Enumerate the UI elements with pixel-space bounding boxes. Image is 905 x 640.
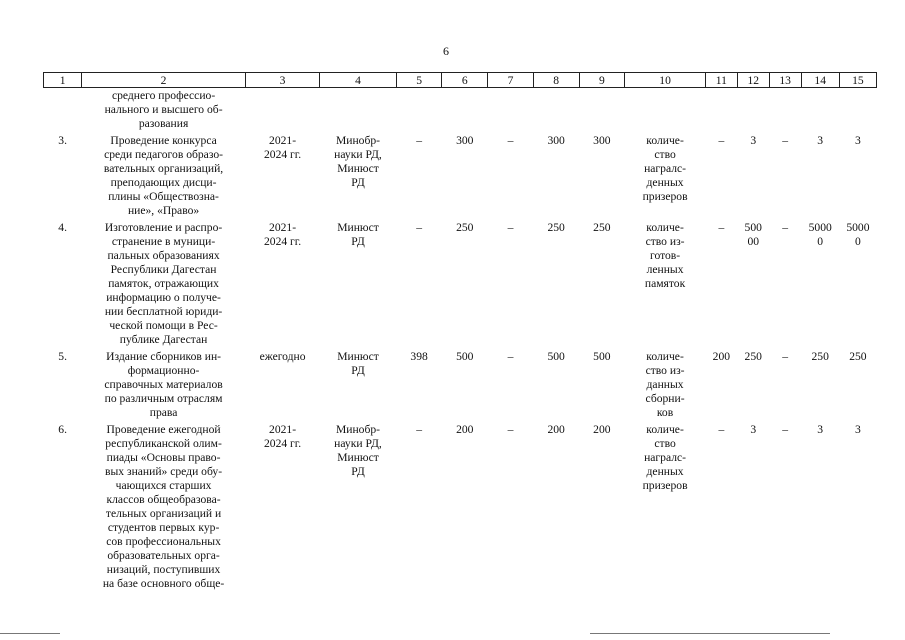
period-cell xyxy=(245,220,319,349)
value-cell xyxy=(839,349,876,422)
executor-cell xyxy=(320,422,397,593)
value-cell: – xyxy=(782,423,789,436)
cell-line: вательных организаций, xyxy=(103,162,224,175)
cell-line: Минюст xyxy=(337,350,379,363)
row-number-cell: 5. xyxy=(58,350,67,363)
value-cell xyxy=(737,133,769,220)
cell-line: 5000 xyxy=(808,221,832,234)
table-row xyxy=(44,88,877,134)
cell-line: 0 xyxy=(855,235,861,248)
cell-line: разования xyxy=(138,117,189,130)
value-cell: – xyxy=(416,134,422,147)
cell-line: ческой помощи в Рес- xyxy=(109,319,218,332)
value-cell xyxy=(396,88,442,134)
cell-line: Проведение конкурса xyxy=(110,134,217,147)
cell-line: Минобр- xyxy=(335,134,381,147)
value-cell: 300 xyxy=(593,134,611,147)
cell-line: плины «Обществозна- xyxy=(108,190,219,203)
value-cell xyxy=(801,349,839,422)
value-cell xyxy=(737,88,769,134)
indicator-cell xyxy=(625,88,706,134)
activity-name-cell xyxy=(82,88,246,134)
column-header: 5 xyxy=(396,73,442,88)
row-number-cell xyxy=(44,88,82,134)
period-cell xyxy=(245,422,319,593)
cell-line: Минюст xyxy=(337,221,379,234)
cell-line: вых знаний» среди обу- xyxy=(105,465,223,478)
value-cell: 500 xyxy=(547,350,565,363)
cell-line: по различным отраслям xyxy=(104,392,223,405)
cell-line: 00 xyxy=(747,235,760,248)
activity-name-cell xyxy=(82,349,246,422)
cell-line: странение в муници- xyxy=(111,235,216,248)
value-cell xyxy=(839,422,876,593)
cell-line: 3 xyxy=(855,423,861,436)
column-header: 9 xyxy=(579,73,625,88)
cell-line: классов общеобразова- xyxy=(106,493,221,506)
cell-line: денных xyxy=(646,176,684,189)
value-cell: 250 xyxy=(593,221,611,234)
column-number-row xyxy=(44,73,877,88)
cell-line: 250 xyxy=(811,350,829,363)
indicator-cell xyxy=(625,349,706,422)
value-cell xyxy=(705,88,737,134)
value-cell: 500 xyxy=(593,350,611,363)
cell-line: преподающих дисци- xyxy=(110,176,217,189)
column-header: 10 xyxy=(625,73,706,88)
column-header: 6 xyxy=(442,73,488,88)
value-cell xyxy=(839,220,876,349)
period-cell xyxy=(245,349,319,422)
value-cell xyxy=(801,220,839,349)
cell-line: ство из- xyxy=(645,364,685,377)
scan-artifact-line xyxy=(590,633,830,634)
value-cell: 200 xyxy=(456,423,474,436)
cell-line: образовательных орга- xyxy=(107,549,220,562)
executor-cell xyxy=(320,220,397,349)
cell-line: ленных xyxy=(646,263,684,276)
value-cell xyxy=(801,422,839,593)
activity-name-cell xyxy=(82,220,246,349)
cell-line: 500 xyxy=(744,221,762,234)
value-cell: 200 xyxy=(547,423,565,436)
cell-line: Издание сборников ин- xyxy=(106,350,222,363)
cell-line: формационно- xyxy=(127,364,200,377)
column-header: 15 xyxy=(839,73,876,88)
value-cell xyxy=(801,88,839,134)
executor-cell xyxy=(320,88,397,134)
period-cell xyxy=(245,133,319,220)
value-cell xyxy=(839,133,876,220)
cell-line: ние», «Право» xyxy=(127,204,200,217)
value-cell: – xyxy=(507,134,514,147)
cell-line: денных xyxy=(646,465,684,478)
table-row xyxy=(44,133,877,220)
cell-line: справочных материалов xyxy=(104,378,223,391)
cell-line: 3 xyxy=(817,423,824,436)
value-cell: – xyxy=(782,134,789,147)
row-number-cell: 6. xyxy=(58,423,67,436)
cell-line: призеров xyxy=(642,479,688,492)
cell-line: данных xyxy=(646,378,684,391)
value-cell: – xyxy=(718,423,725,436)
cell-line: среди педагогов образо- xyxy=(104,148,223,161)
column-header: 13 xyxy=(769,73,801,88)
value-cell xyxy=(801,133,839,220)
cell-line: низаций, поступивших xyxy=(106,563,221,576)
cell-line: 2024 гг. xyxy=(263,437,302,450)
cell-line: Изготовление и распро- xyxy=(104,221,223,234)
cell-line: чающихся старших xyxy=(115,479,212,492)
indicator-cell xyxy=(625,220,706,349)
value-cell xyxy=(737,349,769,422)
indicator-cell xyxy=(625,133,706,220)
value-cell xyxy=(839,88,876,134)
cell-line: 2021- xyxy=(269,134,297,147)
cell-line: публике Дагестан xyxy=(119,333,208,346)
value-cell: 300 xyxy=(456,134,474,147)
executor-cell xyxy=(320,133,397,220)
cell-line: Минобр- xyxy=(335,423,381,436)
cell-line: награлс- xyxy=(644,451,687,464)
column-header: 1 xyxy=(44,73,82,88)
cell-line: республиканской олим- xyxy=(105,437,222,450)
cell-line: Минюст xyxy=(337,451,379,464)
value-cell: 250 xyxy=(547,221,565,234)
value-cell: – xyxy=(416,221,422,234)
cell-line: среднего профессио- xyxy=(111,89,216,102)
cell-line: студентов первых кур- xyxy=(107,521,220,534)
value-cell: – xyxy=(507,350,514,363)
column-header: 14 xyxy=(801,73,839,88)
cell-line: количе- xyxy=(646,134,684,147)
value-cell: – xyxy=(718,221,725,234)
column-header: 4 xyxy=(320,73,397,88)
cell-line: 2024 гг. xyxy=(263,235,302,248)
value-cell: 200 xyxy=(593,423,611,436)
cell-line: готов- xyxy=(649,249,681,262)
cell-line: ков xyxy=(656,406,674,419)
cell-line: Республики Дагестан xyxy=(110,263,217,276)
value-cell xyxy=(442,88,488,134)
cell-line: ство xyxy=(654,148,676,161)
value-cell: – xyxy=(416,423,422,436)
cell-line: памяток, отражающих xyxy=(108,277,219,290)
cell-line: 0 xyxy=(817,235,824,248)
cell-line: Проведение ежегодной xyxy=(106,423,221,436)
activity-name-cell xyxy=(82,422,246,593)
cell-line: науки РД, xyxy=(334,437,382,450)
value-cell: – xyxy=(507,423,514,436)
value-cell xyxy=(579,88,625,134)
cell-line: ство из- xyxy=(645,235,685,248)
cell-line: сов профессиональных xyxy=(106,535,221,548)
value-cell: 300 xyxy=(547,134,565,147)
value-cell: – xyxy=(718,134,725,147)
cell-line: ежегодно xyxy=(259,350,306,363)
executor-cell xyxy=(320,349,397,422)
activity-name-cell xyxy=(82,133,246,220)
column-header: 11 xyxy=(705,73,737,88)
cell-line: пальных образованиях xyxy=(107,249,220,262)
value-cell: – xyxy=(507,221,514,234)
cell-line: 2024 гг. xyxy=(263,148,302,161)
cell-line: 3 xyxy=(817,134,824,147)
cell-line: 250 xyxy=(849,350,867,363)
cell-line: тельных организаций и xyxy=(105,507,222,520)
period-cell xyxy=(245,88,319,134)
cell-line: права xyxy=(149,406,178,419)
cell-line: пиады «Основы право- xyxy=(106,451,221,464)
column-header: 3 xyxy=(245,73,319,88)
value-cell xyxy=(488,88,534,134)
cell-line: 5000 xyxy=(846,221,870,234)
cell-line: количе- xyxy=(646,423,684,436)
value-cell xyxy=(737,422,769,593)
cell-line: памяток xyxy=(644,277,686,290)
cell-line: на базе основного обще- xyxy=(102,577,225,590)
cell-line: 3 xyxy=(750,134,757,147)
cell-line: нального и высшего об- xyxy=(104,103,223,116)
cell-line: количе- xyxy=(646,221,684,234)
scan-artifact-line xyxy=(0,633,60,634)
cell-line: количе- xyxy=(646,350,684,363)
table-row xyxy=(44,349,877,422)
value-cell xyxy=(737,220,769,349)
cell-line: 2021- xyxy=(269,423,297,436)
cell-line: РД xyxy=(351,235,365,248)
value-cell xyxy=(769,88,801,134)
cell-line: сборни- xyxy=(645,392,685,405)
cell-line: РД xyxy=(351,176,365,189)
value-cell: 200 xyxy=(712,350,731,363)
cell-line: 250 xyxy=(744,350,762,363)
column-header: 12 xyxy=(737,73,769,88)
cell-line: РД xyxy=(351,465,365,478)
column-header: 7 xyxy=(488,73,534,88)
cell-line: РД xyxy=(351,364,365,377)
table-row xyxy=(44,220,877,349)
cell-line: науки РД, xyxy=(334,148,382,161)
cell-line: 2021- xyxy=(269,221,297,234)
table-row xyxy=(44,422,877,593)
indicator-cell xyxy=(625,422,706,593)
cell-line: 3 xyxy=(750,423,757,436)
program-table xyxy=(43,72,877,593)
column-header: 2 xyxy=(82,73,246,88)
column-header: 8 xyxy=(533,73,579,88)
value-cell: 250 xyxy=(456,221,474,234)
value-cell: 500 xyxy=(456,350,474,363)
value-cell: 398 xyxy=(410,350,428,363)
row-number-cell: 3. xyxy=(58,134,67,147)
page-number: 6 xyxy=(443,44,449,58)
cell-line: призеров xyxy=(642,190,688,203)
cell-line: Минюст xyxy=(337,162,379,175)
value-cell: – xyxy=(782,350,789,363)
cell-line: информацию о получе- xyxy=(106,291,221,304)
cell-line: ство xyxy=(654,437,676,450)
row-number-cell: 4. xyxy=(58,221,67,234)
cell-line: нии бесплатной юриди- xyxy=(104,305,223,318)
cell-line: награлс- xyxy=(644,162,687,175)
value-cell: – xyxy=(782,221,789,234)
cell-line: 3 xyxy=(855,134,861,147)
value-cell xyxy=(533,88,579,134)
